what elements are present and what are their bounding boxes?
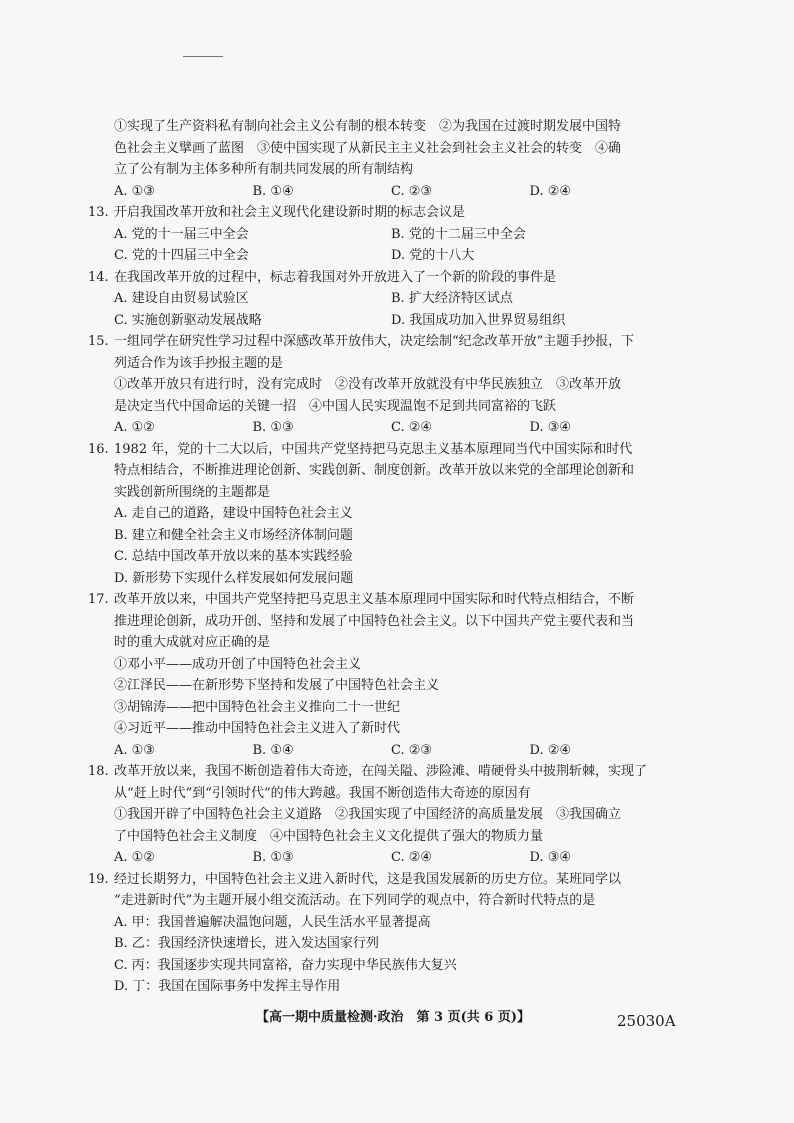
- option-d: D. ③④: [529, 850, 572, 865]
- answer-options: [88, 740, 668, 762]
- question-18: [88, 761, 668, 869]
- question-14: [88, 267, 668, 332]
- question-stem: 改革开放以来，中国共产党坚持把马克思主义基本原理同中国实际和时代特点相结合，不断: [114, 592, 635, 607]
- option-c: C. ②④: [391, 420, 433, 435]
- answer-options: [88, 181, 668, 203]
- question-line: 立了公有制为主体多种所有制共同发展的所有制结构: [114, 162, 414, 177]
- option-d: D. ③④: [529, 420, 572, 435]
- option-d: D. 新形势下实现什么样发展如何发展问题: [114, 570, 354, 586]
- option-c: C. ②③: [391, 183, 433, 199]
- option-a: A. 走自己的道路，建设中国特色社会主义: [114, 506, 353, 521]
- question-line: 实践创新所围绕的主题都是: [114, 484, 271, 500]
- question-13: [88, 202, 668, 267]
- option-d: D. ②④: [529, 742, 572, 758]
- question-line: 推进理论创新，成功开创、坚持和发展了中国特色社会主义。以下中国共产党主要代表和当: [114, 613, 635, 629]
- option-c: C. ②④: [391, 850, 433, 865]
- question-number: 14.: [88, 269, 109, 285]
- question-number: 18.: [88, 764, 109, 779]
- option-d: D. 党的十八大: [391, 248, 475, 263]
- question-number: 16.: [88, 441, 109, 457]
- option-b: B. ①④: [252, 183, 294, 199]
- question-16: [88, 439, 668, 590]
- option-b: B. 乙：我国经济快速增长，进入发达国家行列: [114, 936, 379, 951]
- option-b: B. 党的十二届三中全会: [391, 226, 526, 242]
- question-line: 色社会主义擘画了蓝图 ③使中国实现了从新民主主义社会到社会主义社会的转变 ④确: [114, 140, 622, 156]
- question-stem: 1982 年，党的十二大以后，中国共产党坚持把马克思主义基本原理同当代中国实际和时代: [114, 441, 633, 457]
- answer-options: [88, 224, 668, 246]
- option-a: A. ①②: [114, 420, 155, 435]
- question-line: 列适合作为该手抄报主题的是: [114, 355, 284, 371]
- scan-mark: [183, 56, 223, 57]
- option-a: A. ①②: [114, 850, 155, 865]
- option-d: D. ②④: [529, 183, 572, 199]
- option-a: A. 建设自由贸易试验区: [114, 291, 249, 306]
- answer-options: [88, 417, 668, 439]
- question-number: 15.: [88, 334, 109, 349]
- option-a: A. 党的十一届三中全会: [114, 226, 249, 242]
- option-a: A. 甲：我国普遍解决温饱问题，人民生活水平显著提高: [114, 914, 431, 930]
- page-footer: 【高一期中质量检测·政治 第 3 页(共 6 页)】: [256, 1010, 531, 1025]
- question-line: ④习近平——推动中国特色社会主义进入了新时代: [114, 721, 401, 736]
- option-b: B. 扩大经济特区试点: [391, 291, 513, 306]
- question-line: ①我国开辟了中国特色社会主义道路 ②我国实现了中国经济的高质量发展 ③我国确立: [114, 807, 622, 822]
- answer-options: [88, 245, 668, 267]
- answer-options: [88, 310, 668, 332]
- question-line: ①邓小平——成功开创了中国特色社会主义: [114, 656, 362, 672]
- question-line: 特点相结合，不断推进理论创新、实践创新、制度创新。改革开放以来党的全部理论创新和: [114, 463, 635, 478]
- question-line: 是决定当代中国命运的关键一招 ④中国人民实现温饱不足到共同富裕的飞跃: [114, 398, 557, 414]
- option-a: A. ①③: [114, 183, 155, 199]
- question-number: 13.: [88, 205, 109, 220]
- page-content: [88, 116, 668, 998]
- option-c: C. 丙：我国逐步实现共同富裕，奋力实现中华民族伟大复兴: [114, 957, 457, 973]
- question-stem: 改革开放以来，我国不断创造着伟大奇迹，在闯关隘、涉险滩、啃硬骨头中披荆斩棘，实现了: [114, 764, 648, 779]
- question-line: 从“赶上时代”到“引领时代”的伟大跨越。我国不断创造伟大奇迹的原因有: [114, 785, 531, 801]
- question-line: ①改革开放只有进行时，没有完成时 ②没有改革开放就没有中华民族独立 ③改革开放: [114, 377, 622, 392]
- option-d: D. 丁：我国在国际事务中发挥主导作用: [114, 979, 341, 994]
- option-b: B. ①③: [252, 420, 294, 435]
- question-line: “走进新时代”为主题开展小组交流活动。在下列同学的观点中，符合新时代特点的是: [114, 893, 596, 908]
- option-c: C. ②③: [391, 742, 433, 758]
- question-19: [88, 869, 668, 998]
- question-number: 17.: [88, 592, 109, 607]
- question-stem: 经过长期努力，中国特色社会主义进入新时代，这是我国发展新的历史方位。某班同学以: [114, 871, 622, 887]
- option-a: A. ①③: [114, 742, 155, 758]
- question-line: ③胡锦涛——把中国特色社会主义推向二十一世纪: [114, 699, 401, 715]
- option-c: C. 党的十四届三中全会: [114, 248, 249, 263]
- question-stem: 一组同学在研究性学习过程中深感改革开放伟大，决定绘制“纪念改革开放”主题手抄报，下: [114, 334, 635, 349]
- answer-options: [88, 288, 668, 310]
- question-stem: 在我国改革开放的过程中，标志着我国对外开放进入了一个新的阶段的事件是: [114, 269, 557, 285]
- question-stem: 开启我国改革开放和社会主义现代化建设新时期的标志会议是: [114, 205, 466, 220]
- question-line: ②江泽民——在新形势下坚持和发展了中国特色社会主义: [114, 678, 440, 693]
- question-12-continued: [88, 116, 668, 202]
- option-b: B. ①③: [252, 850, 294, 865]
- question-line: ①实现了生产资料私有制向社会主义公有制的根本转变 ②为我国在过渡时期发展中国特: [114, 119, 622, 134]
- option-b: B. 建立和健全社会主义市场经济体制问题: [114, 527, 353, 543]
- option-c: C. 总结中国改革开放以来的基本实践经验: [114, 549, 353, 564]
- question-number: 19.: [88, 871, 109, 887]
- answer-options: [88, 847, 668, 869]
- question-15: [88, 331, 668, 439]
- question-line: 时的重大成就对应正确的是: [114, 635, 271, 650]
- exam-code: 25030A: [617, 1012, 676, 1030]
- question-17: [88, 589, 668, 761]
- option-b: B. ①④: [252, 742, 294, 758]
- option-d: D. 我国成功加入世界贸易组织: [391, 312, 566, 328]
- question-line: 了中国特色社会主义制度 ④中国特色社会主义文化提供了强大的物质力量: [114, 828, 544, 844]
- option-c: C. 实施创新驱动发展战略: [114, 312, 262, 328]
